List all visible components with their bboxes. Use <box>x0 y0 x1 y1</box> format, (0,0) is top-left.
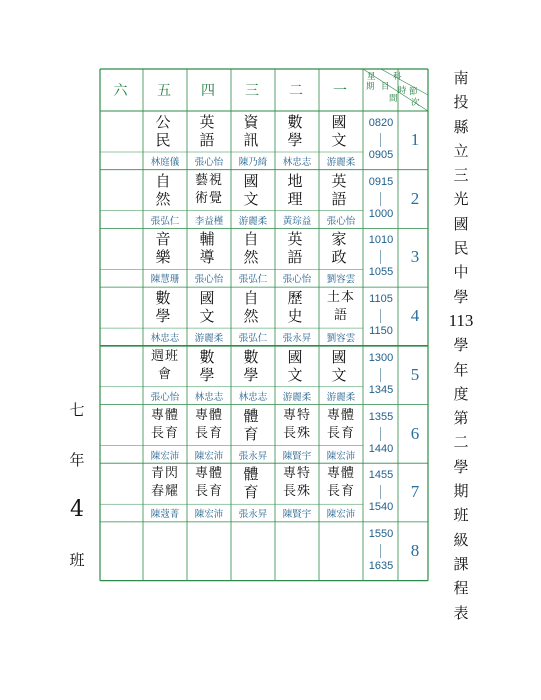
subject-line: 育 <box>243 483 263 502</box>
schedule-cell <box>187 111 231 151</box>
schedule-cell <box>143 228 187 268</box>
schedule-cell <box>143 522 187 562</box>
period-number: 4 <box>410 306 420 326</box>
subject-name <box>243 287 262 327</box>
subject-name <box>199 111 218 151</box>
period-end-time: 1150 <box>369 325 393 338</box>
teacher-name: 林庭儀 <box>150 157 180 168</box>
title-char: 113 <box>448 310 474 330</box>
subject-name <box>283 405 311 445</box>
subject-line: 資 <box>243 113 263 131</box>
schedule-cell <box>319 228 363 268</box>
teacher-name: 張永昇 <box>238 509 268 521</box>
schedule-cell <box>100 522 143 562</box>
schedule-cell <box>231 463 275 503</box>
time-separator <box>380 309 381 323</box>
schedule-cell <box>143 170 187 210</box>
subject-line: 語 <box>199 131 219 149</box>
subject-line: 長育 <box>326 425 355 441</box>
subject-line: 樂 <box>155 248 175 267</box>
subject-line: 文 <box>199 307 219 326</box>
corner-label: 目 <box>381 82 390 92</box>
subject-name <box>287 111 306 151</box>
schedule-cell <box>231 522 275 562</box>
teacher-name: 張弘仁 <box>238 274 268 286</box>
subject-line: 學 <box>155 307 175 326</box>
period-end-time: 1345 <box>368 383 394 396</box>
schedule-cell <box>231 111 275 151</box>
subject-line: 自 <box>155 171 175 190</box>
title-char: 民 <box>453 239 469 258</box>
schedule-cell <box>143 463 187 503</box>
subject-name <box>243 346 262 386</box>
subject-name <box>243 111 262 151</box>
title-char: 級 <box>453 530 469 549</box>
subject-line: 專體 <box>194 466 223 482</box>
day-header: 四 <box>201 83 217 99</box>
period-start-time: 0820 <box>368 117 394 129</box>
teacher-name: 黃琮益 <box>282 215 312 227</box>
subject-line: 政 <box>331 248 351 267</box>
subject-name <box>287 287 306 327</box>
subject-line: 數 <box>155 289 175 308</box>
subject-line: 體 <box>243 406 263 425</box>
teacher-name: 張心怡 <box>150 391 180 403</box>
schedule-cell <box>275 287 319 327</box>
subject-line: 文 <box>331 365 351 384</box>
time-separator <box>380 427 381 441</box>
period-end-time: 1000 <box>368 207 394 220</box>
subject-line: 家 <box>331 230 351 249</box>
period-end-time: 1635 <box>368 559 394 572</box>
subject-line: 然 <box>243 307 263 326</box>
subject-line: 土本 <box>326 290 355 306</box>
schedule-cell <box>275 170 319 210</box>
title-char: 學 <box>453 287 469 306</box>
schedule-title <box>447 66 475 625</box>
schedule-cell <box>319 405 363 445</box>
subject-line: 自 <box>243 230 263 249</box>
subject-line: 英 <box>199 113 219 131</box>
schedule-cell <box>100 405 143 445</box>
day-header: 三 <box>245 83 261 99</box>
subject-name <box>331 111 350 151</box>
teacher-name: 李益槿 <box>194 215 224 227</box>
day-header: 一 <box>333 83 349 99</box>
schedule-cell <box>187 287 231 327</box>
subject-line: 訊 <box>243 131 263 149</box>
title-char: 表 <box>453 603 469 622</box>
period-start-time: 0915 <box>368 175 394 188</box>
subject-line: 公 <box>155 113 175 131</box>
title-char: 班 <box>453 506 469 525</box>
day-header: 二 <box>289 83 305 99</box>
teacher-name: 陳宏沛 <box>326 509 356 521</box>
corner-label: 期 <box>366 82 375 92</box>
subject-name <box>151 405 179 445</box>
subject-name <box>195 463 223 503</box>
schedule-cell <box>187 522 231 562</box>
day-header: 六 <box>113 83 130 99</box>
teacher-name: 游麗柔 <box>326 391 356 403</box>
time-separator <box>380 133 381 147</box>
teacher-name: 林忠志 <box>150 333 180 345</box>
schedule-cell <box>231 287 275 327</box>
day-header: 五 <box>157 83 173 99</box>
subject-name <box>155 170 174 210</box>
subject-line: 語 <box>331 189 351 208</box>
subject-line: 民 <box>155 131 175 149</box>
corner-label: 時 <box>398 86 407 96</box>
subject-name <box>331 170 350 210</box>
schedule-cell <box>231 170 275 210</box>
subject-name <box>243 405 262 445</box>
schedule-cell <box>100 170 143 210</box>
subject-name <box>327 463 355 503</box>
time-separator <box>380 192 381 206</box>
subject-line: 國 <box>287 347 307 366</box>
teacher-name: 陳宏沛 <box>194 450 224 462</box>
teacher-name: 陳乃綺 <box>238 157 268 168</box>
schedule-cell <box>187 463 231 503</box>
subject-name <box>287 170 306 210</box>
subject-line: 專體 <box>326 407 355 423</box>
subject-name <box>331 346 350 386</box>
teacher-name: 陳賢宇 <box>282 509 312 521</box>
title-char: 南 <box>453 69 469 87</box>
title-char: 縣 <box>453 117 469 136</box>
subject-name <box>243 170 262 210</box>
subject-line: 數 <box>287 113 307 131</box>
schedule-cell <box>275 522 319 562</box>
period-number: 2 <box>410 188 420 208</box>
corner-label: 間 <box>389 94 398 104</box>
teacher-name: 張心怡 <box>326 215 356 227</box>
subject-line: 專特 <box>282 407 311 423</box>
title-char: 期 <box>453 482 469 501</box>
period-number: 7 <box>410 482 420 502</box>
title-char: 二 <box>453 433 469 452</box>
subject-line: 國 <box>199 289 219 308</box>
time-separator <box>380 485 381 499</box>
class-label-char: 七 <box>69 401 85 419</box>
title-char: 課 <box>453 554 469 573</box>
subject-line: 長育 <box>150 425 179 441</box>
teacher-name: 游麗柔 <box>282 391 312 403</box>
subject-line: 長殊 <box>282 425 311 441</box>
period-start-time: 1455 <box>368 469 394 482</box>
subject-line: 英 <box>331 171 351 190</box>
teacher-name: 劉容雲 <box>326 274 356 286</box>
schedule-cell <box>319 170 363 210</box>
schedule-cell <box>231 405 275 445</box>
title-char: 國 <box>453 214 469 233</box>
subject-name <box>195 405 223 445</box>
subject-line: 國 <box>243 171 263 190</box>
subject-line: 體 <box>243 465 263 484</box>
subject-line: 育 <box>243 424 263 443</box>
title-char: 度 <box>453 384 469 403</box>
subject-name <box>287 228 306 268</box>
title-char: 學 <box>453 336 469 355</box>
teacher-name: 張永昇 <box>282 333 312 345</box>
subject-line: 會 <box>157 366 172 382</box>
period-start-time: 1300 <box>368 351 394 364</box>
period-number: 5 <box>410 364 420 384</box>
teacher-name: 張心怡 <box>282 274 312 286</box>
schedule-cell <box>187 346 231 386</box>
teacher-name: 張弘仁 <box>238 333 268 345</box>
schedule-cell <box>100 228 143 268</box>
subject-name <box>287 346 306 386</box>
subject-line: 歷 <box>287 289 307 308</box>
teacher-name: 陳賢宇 <box>282 450 312 462</box>
subject-line: 學 <box>243 365 263 384</box>
title-char: 立 <box>453 141 469 160</box>
teacher-name: 張永昇 <box>238 450 268 462</box>
subject-line: 語 <box>333 308 348 324</box>
subject-line: 學 <box>199 365 219 384</box>
subject-line: 文 <box>287 365 307 384</box>
schedule-cell <box>275 346 319 386</box>
schedule-cell <box>319 287 363 327</box>
schedule-cell <box>100 463 143 503</box>
subject-line: 長育 <box>194 484 223 500</box>
subject-name <box>199 287 218 327</box>
schedule-cell <box>143 405 187 445</box>
period-end-time: 1440 <box>368 442 394 455</box>
period-number: 8 <box>410 540 420 560</box>
subject-line: 長育 <box>326 484 355 500</box>
period-end-time: 1055 <box>368 266 394 279</box>
schedule-cell <box>275 463 319 503</box>
subject-name <box>283 463 311 503</box>
subject-line: 春耀 <box>150 484 179 500</box>
subject-line: 文 <box>331 131 351 149</box>
title-char: 年 <box>453 360 469 379</box>
title-char: 學 <box>453 457 469 476</box>
schedule-cell <box>143 346 187 386</box>
subject-line: 導 <box>199 248 219 267</box>
subject-line: 長殊 <box>282 484 311 500</box>
class-label-char: 年 <box>69 451 85 469</box>
period-start-time: 1105 <box>369 293 393 306</box>
teacher-name: 游麗柔 <box>326 157 356 168</box>
schedule-cell <box>100 111 143 151</box>
subject-line: 數 <box>199 347 219 366</box>
subject-line: 國 <box>331 347 351 366</box>
time-separator <box>380 544 381 558</box>
subject-line: 史 <box>287 307 307 326</box>
subject-line: 音 <box>155 230 175 249</box>
schedule-cell <box>319 346 363 386</box>
teacher-name: 陳蔻菁 <box>150 509 180 521</box>
schedule-cell <box>319 522 363 562</box>
teacher-name: 劉容雲 <box>326 333 356 345</box>
schedule-cell <box>319 463 363 503</box>
subject-line: 然 <box>243 248 263 267</box>
subject-line: 專特 <box>282 466 311 482</box>
schedule-cell <box>100 287 143 327</box>
teacher-name: 林忠志 <box>282 157 312 168</box>
time-separator <box>380 250 381 264</box>
schedule-cell <box>143 287 187 327</box>
subject-name <box>327 287 355 327</box>
teacher-name: 陳宏沛 <box>326 450 356 462</box>
subject-line: 專體 <box>326 466 355 482</box>
subject-name <box>243 228 262 268</box>
subject-line: 數 <box>243 347 263 366</box>
teacher-name: 張心怡 <box>194 274 224 286</box>
schedule-cell <box>187 405 231 445</box>
class-label <box>62 385 92 585</box>
period-start-time: 1550 <box>368 527 394 540</box>
corner-label: 節 <box>409 87 418 97</box>
teacher-name: 張弘仁 <box>150 215 180 227</box>
time-separator <box>380 368 381 382</box>
subject-name <box>199 346 218 386</box>
subject-line: 英 <box>287 230 307 249</box>
subject-name <box>199 228 218 268</box>
corner-label: 次 <box>411 98 420 108</box>
teacher-name: 陳慧珊 <box>150 274 180 286</box>
period-end-time: 0905 <box>368 149 394 161</box>
schedule-cell <box>187 170 231 210</box>
subject-line: 藝視 <box>194 172 223 188</box>
subject-line: 輔 <box>199 230 219 249</box>
schedule-cell <box>275 405 319 445</box>
schedule-cell <box>319 111 363 151</box>
teacher-name: 張心怡 <box>194 157 224 168</box>
subject-line: 國 <box>331 113 351 131</box>
schedule-cell <box>275 228 319 268</box>
subject-line: 專體 <box>150 407 179 423</box>
title-char: 投 <box>453 93 469 112</box>
subject-line: 術覺 <box>194 190 223 206</box>
teacher-name: 陳宏沛 <box>194 509 224 521</box>
subject-name <box>155 228 174 268</box>
subject-line: 學 <box>287 131 307 149</box>
schedule-cell <box>187 228 231 268</box>
subject-name <box>151 463 179 503</box>
period-number: 6 <box>410 423 420 443</box>
teacher-name: 游麗柔 <box>194 333 224 345</box>
subject-line: 地 <box>287 171 307 190</box>
period-number: 1 <box>410 130 420 149</box>
subject-line: 文 <box>243 189 263 208</box>
subject-name <box>195 170 223 210</box>
period-start-time: 1010 <box>368 234 394 247</box>
period-number: 3 <box>410 247 420 267</box>
teacher-name: 游麗柔 <box>238 215 268 227</box>
schedule-cell <box>100 346 143 386</box>
subject-line: 專體 <box>194 407 223 423</box>
corner-label: 科 <box>393 72 402 82</box>
subject-line: 週班 <box>150 348 179 364</box>
title-char: 第 <box>453 409 469 428</box>
subject-name <box>155 287 174 327</box>
title-char: 程 <box>453 579 469 598</box>
title-char: 三 <box>453 166 469 185</box>
subject-line: 然 <box>155 189 175 208</box>
schedule-cell <box>231 346 275 386</box>
subject-name <box>151 346 179 386</box>
schedule-cell <box>231 228 275 268</box>
class-label-char: 班 <box>69 551 85 569</box>
subject-line: 青閃 <box>150 466 179 482</box>
period-start-time: 1355 <box>368 410 394 423</box>
subject-name <box>243 463 262 503</box>
corner-label: 星 <box>367 72 376 82</box>
subject-line: 自 <box>243 289 263 308</box>
subject-name <box>155 111 174 151</box>
subject-name <box>327 405 355 445</box>
schedule-cell <box>275 111 319 151</box>
period-end-time: 1540 <box>368 501 394 514</box>
subject-line: 語 <box>287 248 307 267</box>
title-char: 中 <box>453 263 469 282</box>
teacher-name: 林忠志 <box>238 391 268 403</box>
teacher-name: 林忠志 <box>194 391 224 403</box>
title-char: 光 <box>453 190 469 209</box>
schedule-cell <box>143 111 187 151</box>
class-label-number: 4 <box>70 497 84 522</box>
subject-line: 長育 <box>194 425 223 441</box>
subject-name <box>331 228 350 268</box>
teacher-name: 陳宏沛 <box>150 450 180 462</box>
subject-line: 理 <box>287 189 307 208</box>
